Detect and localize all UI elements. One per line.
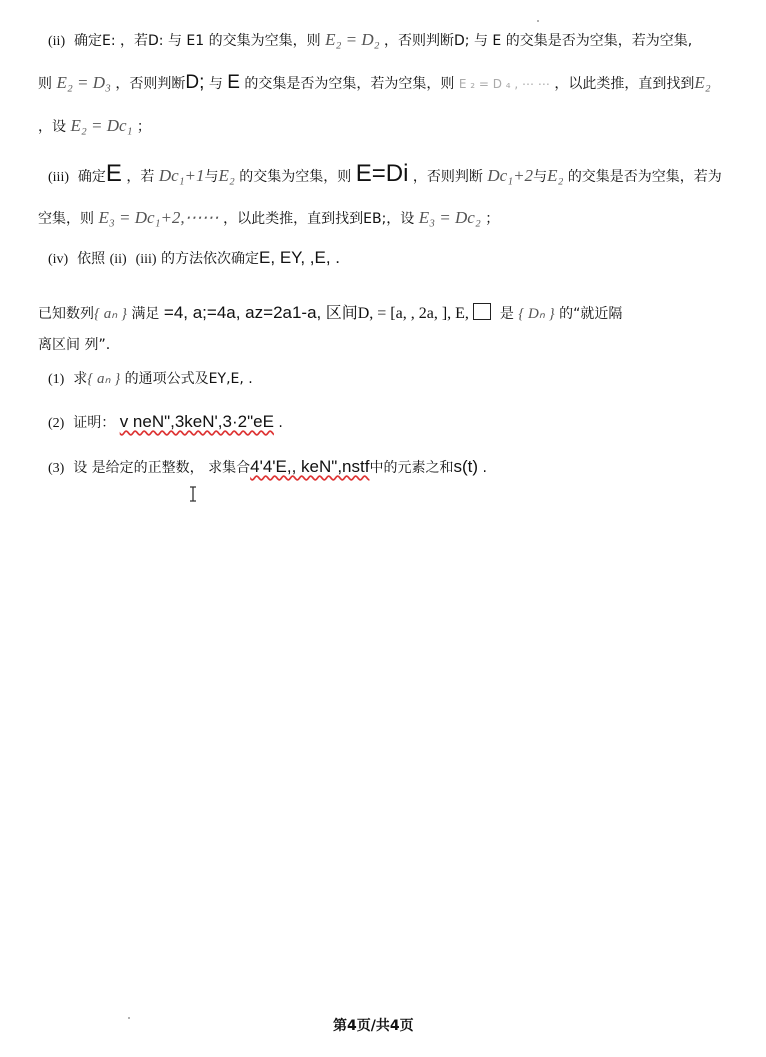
- question-3: [48, 458, 487, 476]
- text: 与: [208, 76, 223, 92]
- stray-mark: [537, 20, 539, 22]
- text: 的交集是否为空集，若为空集，则: [244, 76, 455, 92]
- stray-mark: [128, 1017, 130, 1019]
- text: 与: [204, 169, 219, 185]
- step-ref: (iii): [135, 252, 157, 267]
- text: ，若: [126, 169, 155, 185]
- step-ii-line-2: [38, 73, 711, 92]
- math-formula: E₂: [547, 166, 564, 185]
- formula-text: s(t): [453, 457, 478, 476]
- math-formula: E₃ = Dc₂: [418, 208, 481, 227]
- text: ，以此类推，直到找到EB;，设: [223, 211, 415, 227]
- problem-line-1: [38, 303, 622, 322]
- text: ，设: [38, 119, 66, 135]
- text: 则: [38, 76, 52, 92]
- formula-text: D;: [185, 72, 205, 93]
- sequence-d: { Dₙ }: [518, 306, 555, 322]
- text: ，否则判断D; 与 E 的交集是否为空集，若为空集,: [384, 33, 693, 49]
- page-footer: 第4页/共4页: [333, 1018, 414, 1034]
- step-ii-line-1: [48, 31, 692, 49]
- sequence-a: { aₙ }: [87, 371, 121, 387]
- text: 求集合: [208, 460, 251, 476]
- math-formula: E₂: [218, 166, 235, 185]
- problem-line-2: [38, 338, 110, 352]
- text: 依照: [77, 251, 106, 267]
- faint-formula: E ₂ = D ₄ , ⋯ ⋯: [458, 77, 550, 91]
- formula-text: v neN",3keN',3·2"eE: [119, 412, 274, 431]
- math-formula: Dc₁+2: [487, 166, 534, 185]
- text: 的: [559, 306, 574, 322]
- text: 设 是给定的正整数，: [73, 460, 204, 476]
- formula-text: E=Di: [355, 160, 409, 187]
- step-ref: (ii): [109, 252, 127, 267]
- text: 的交集为空集，则: [239, 169, 352, 185]
- step-iii-line-1: [48, 162, 722, 186]
- sequence-a: { aₙ }: [94, 306, 127, 322]
- text: 确定E: ，若D: 与 E1 的交集为空集，则: [74, 33, 321, 49]
- math-formula: E₂ = D₃: [56, 73, 111, 92]
- text: “就近隔: [573, 306, 623, 322]
- step-iv-line: [48, 249, 340, 267]
- math-formula: E₂: [694, 73, 711, 92]
- interval-text: 区间D, = [a, , 2a, ], E,: [325, 305, 469, 322]
- text: 求: [73, 371, 88, 387]
- formula-text: E: [105, 160, 122, 187]
- text: 已知数列: [38, 306, 94, 322]
- text: 是: [499, 306, 514, 322]
- text: 空集，则: [38, 211, 94, 227]
- question-2: [48, 413, 283, 431]
- blank-box: [473, 303, 491, 320]
- math-formula: E₂ = Dc₁: [70, 116, 133, 135]
- step-ii-line-3: [38, 117, 151, 134]
- text: 证明：: [73, 415, 116, 431]
- step-label: (iii): [48, 170, 69, 185]
- math-formula: E₂ = D₂: [325, 30, 380, 49]
- text: 与: [533, 169, 548, 185]
- text: 的方法依次确定: [161, 251, 260, 267]
- text: ，否则判断: [412, 169, 483, 185]
- math-formula: Dc₁+1: [158, 166, 205, 185]
- question-label: (1): [48, 372, 65, 387]
- text: 确定: [77, 169, 106, 185]
- text: 满足: [131, 306, 160, 322]
- text: ；: [485, 211, 500, 227]
- step-iii-line-2: [38, 209, 499, 226]
- text: 离区间 列”.: [38, 337, 111, 353]
- question-label: (2): [48, 416, 65, 431]
- text: ，否则判断: [115, 76, 186, 92]
- formula-text: E: [227, 72, 240, 93]
- text: 的通项公式及EY,E, .: [124, 371, 253, 387]
- text-cursor-icon: [188, 486, 198, 502]
- formula-text: 4'4'E,, keN",nstf: [250, 457, 370, 476]
- text: ；: [136, 119, 151, 135]
- text: 中的元素之和: [369, 460, 454, 476]
- math-formula: E₃ = Dc₁+2,⋯⋯: [98, 208, 219, 227]
- question-1: [48, 372, 253, 387]
- text: .: [482, 460, 487, 476]
- text: .: [278, 415, 283, 431]
- text: 的交集是否为空集，若为: [567, 169, 722, 185]
- formula-text: =4, a;=4a, az=2a1-a,: [163, 303, 322, 322]
- formula-text: E, EY, ,E, .: [259, 248, 340, 267]
- question-label: (3): [48, 461, 65, 476]
- step-label: (iv): [48, 252, 69, 267]
- text: ，以此类推，直到找到: [554, 76, 695, 92]
- step-label: (ii): [48, 34, 66, 49]
